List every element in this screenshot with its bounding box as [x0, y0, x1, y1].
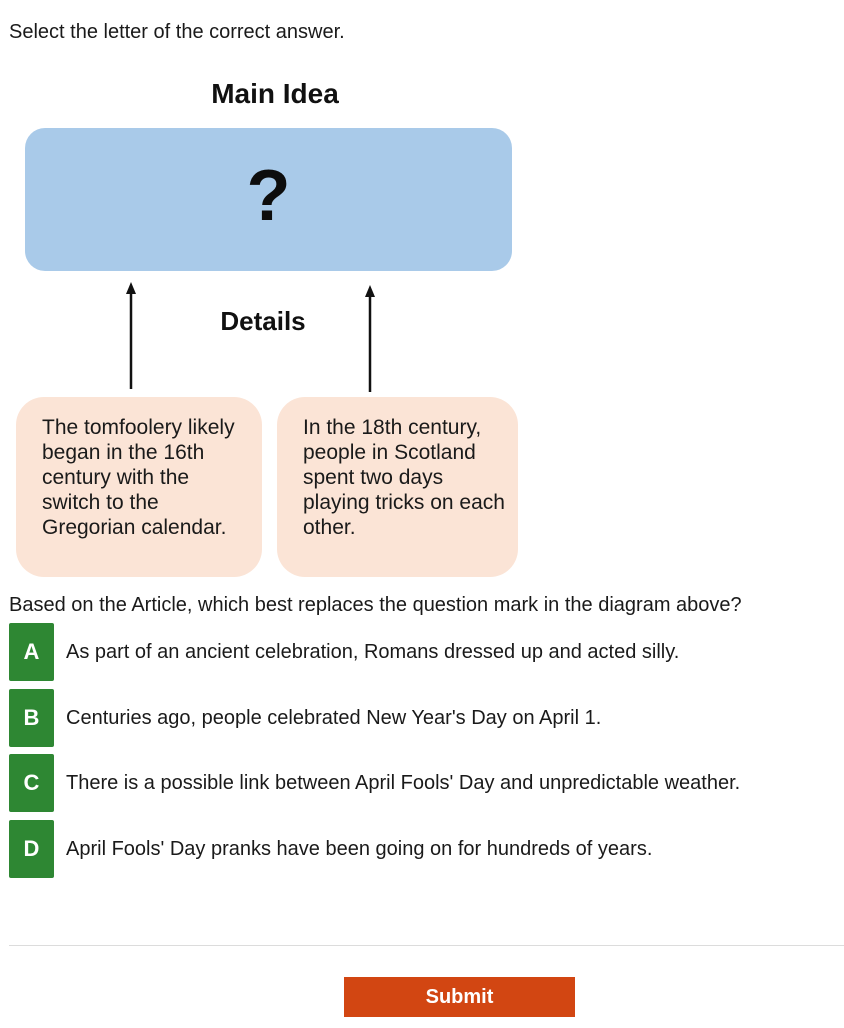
details-title: Details	[220, 306, 306, 336]
option-c-text[interactable]: There is a possible link between April Fools' Day and unpredictable weather.	[66, 772, 741, 794]
main-idea-title: Main Idea	[211, 78, 339, 109]
detail-right-text: In the 18th century, people in Scotland spent two days playing tricks on each other.	[303, 416, 505, 539]
option-c-letter[interactable]: C	[9, 754, 54, 812]
option-a-letter[interactable]: A	[9, 623, 54, 681]
detail-box-left	[16, 397, 262, 577]
option-b-letter[interactable]: B	[9, 689, 54, 747]
option-b-text[interactable]: Centuries ago, people celebrated New Year's Day on April 1.	[66, 707, 602, 729]
question-text: Based on the Article, which best replaces the question mark in the diagram above?	[9, 594, 742, 616]
option-d-text[interactable]: April Fools' Day pranks have been going on for hundreds of years.	[66, 838, 653, 860]
detail-box-right	[277, 397, 518, 577]
main-idea-diagram	[0, 0, 540, 590]
question-mark: ?	[246, 156, 291, 236]
detail-left-text: The tomfoolery likely began in the 16th century with the switch to the Gregorian calendar.	[42, 416, 235, 539]
option-a[interactable]	[9, 623, 839, 681]
option-b[interactable]	[9, 689, 839, 747]
submit-button[interactable]: Submit	[344, 977, 575, 1017]
arrow-left-head	[126, 282, 136, 294]
arrow-right-head	[365, 285, 375, 297]
divider	[9, 945, 844, 946]
option-d[interactable]	[9, 820, 839, 878]
instruction-text: Select the letter of the correct answer.	[9, 21, 345, 43]
option-d-letter[interactable]: D	[9, 820, 54, 878]
option-a-text[interactable]: As part of an ancient celebration, Romans dressed up and acted silly.	[66, 641, 680, 663]
option-c[interactable]	[9, 754, 839, 812]
